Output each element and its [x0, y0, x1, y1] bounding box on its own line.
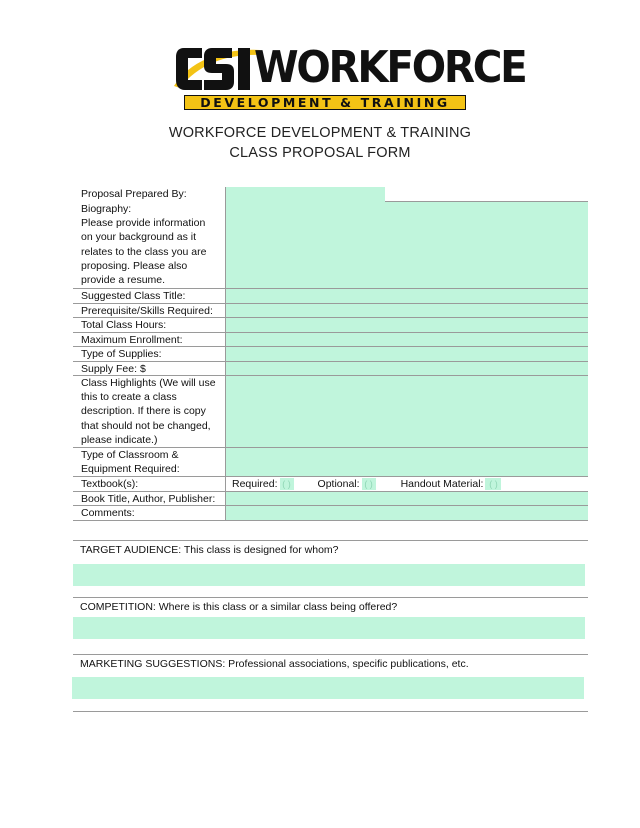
competition-label: COMPETITION: Where is this class or a similar class being offered?: [80, 601, 398, 613]
row-comments: [73, 506, 588, 521]
required-option: [232, 478, 294, 490]
row-prepared-by: [73, 187, 588, 202]
label-textbooks: Textbook(s):: [73, 477, 226, 491]
prerequisites-field[interactable]: [226, 304, 588, 318]
logo-wordmark: WORKFORCE: [254, 42, 526, 93]
handout-label: Handout Material:: [400, 477, 484, 490]
row-total-hours: [73, 318, 588, 333]
row-prerequisites: [73, 304, 588, 319]
csi-mark-icon: [170, 40, 260, 98]
row-textbooks: [73, 477, 588, 492]
textbook-options: [226, 477, 588, 491]
divider: [73, 540, 588, 541]
comments-field[interactable]: [226, 506, 588, 520]
label-comments: Comments:: [73, 506, 226, 520]
suggested-title-field[interactable]: [226, 289, 588, 303]
label-supplies: Type of Supplies:: [73, 347, 226, 361]
handout-checkbox[interactable]: ( ): [485, 478, 501, 490]
optional-label: Optional:: [317, 477, 360, 490]
row-biography: [73, 202, 588, 289]
row-highlights: [73, 376, 588, 448]
target-audience-field[interactable]: [73, 564, 585, 586]
required-label: Required:: [232, 477, 278, 490]
supply-fee-field[interactable]: [226, 362, 588, 376]
proposal-form: [73, 187, 588, 521]
label-total-hours: Total Class Hours:: [73, 318, 226, 332]
label-suggested-title: Suggested Class Title:: [73, 289, 226, 303]
row-book-title: [73, 492, 588, 507]
row-supply-fee: [73, 362, 588, 377]
divider: [73, 597, 588, 598]
target-audience-label: TARGET AUDIENCE: This class is designed for whom?: [80, 544, 339, 556]
label-biography: Biography: Please provide information on your background as it relates to the class you are proposing. Please also provide a resume.: [73, 202, 226, 288]
row-classroom: [73, 448, 588, 477]
optional-checkbox[interactable]: ( ): [362, 478, 376, 490]
competition-field[interactable]: [73, 617, 585, 639]
book-title-field[interactable]: [226, 492, 588, 506]
supplies-field[interactable]: [226, 347, 588, 361]
marketing-label: MARKETING SUGGESTIONS: Professional associations, specific publications, etc.: [80, 658, 469, 670]
label-book-title: Book Title, Author, Publisher:: [73, 492, 226, 506]
row-max-enrollment: [73, 333, 588, 348]
label-highlights: Class Highlights (We will use this to create a class description. If there is copy that should not be changed, please indicate.): [73, 376, 226, 447]
highlights-field[interactable]: [226, 376, 588, 447]
page-title: WORKFORCE DEVELOPMENT & TRAINING: [168, 125, 472, 141]
divider: [73, 654, 588, 655]
classroom-field[interactable]: [226, 448, 588, 476]
divider: [73, 711, 588, 712]
page-subtitle: CLASS PROPOSAL FORM: [229, 145, 411, 161]
required-checkbox[interactable]: ( ): [280, 478, 294, 490]
prepared-by-field[interactable]: [226, 187, 385, 202]
logo-tagline: DEVELOPMENT & TRAINING: [200, 95, 450, 110]
label-prepared-by: Proposal Prepared By:: [73, 187, 226, 202]
total-hours-field[interactable]: [226, 318, 588, 332]
max-enrollment-field[interactable]: [226, 333, 588, 347]
label-max-enrollment: Maximum Enrollment:: [73, 333, 226, 347]
row-suggested-title: [73, 289, 588, 304]
logo-tagline-band: [184, 95, 466, 110]
optional-option: [318, 478, 376, 490]
biography-field[interactable]: [226, 202, 588, 288]
label-supply-fee: Supply Fee: $: [73, 362, 226, 376]
marketing-field[interactable]: [72, 677, 584, 699]
label-prerequisites: Prerequisite/Skills Required:: [73, 304, 226, 318]
label-classroom: Type of Classroom & Equipment Required:: [73, 448, 226, 476]
handout-option: [401, 478, 502, 490]
csi-workforce-logo: [170, 40, 526, 114]
row-supplies: [73, 347, 588, 362]
